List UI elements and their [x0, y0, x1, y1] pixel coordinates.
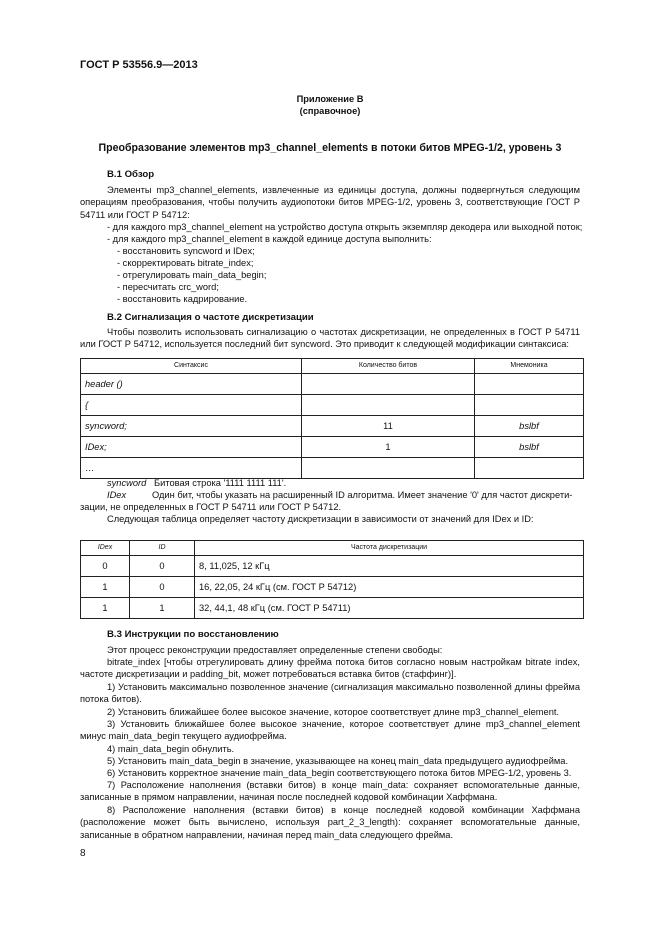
syntax-table [80, 358, 584, 479]
table-cell: 1 [302, 437, 475, 458]
def-syncword [107, 477, 286, 489]
def-syncword-term: syncword [107, 478, 147, 488]
table-row [81, 374, 584, 395]
def-idex-text: Один бит, чтобы указать на расширенный ID алгоритма. Имеет значение '0' для частот дискрети- [151, 490, 573, 500]
standard-header: ГОСТ Р 53556.9—2013 [80, 59, 198, 71]
table-row [81, 416, 584, 437]
table-cell: bslbf [475, 416, 584, 437]
b1-subbullet-5: - восстановить кадрирование. [117, 294, 248, 304]
table-cell: 32, 44,1, 48 кГц (см. ГОСТ Р 54711) [195, 598, 584, 619]
b3-line-7: 5) Установить main_data_begin в значение, указывающее на конец main_data предыдущего аудиофрейма. [107, 756, 569, 766]
table-cell: 8, 11,025, 12 кГц [195, 556, 584, 577]
table-cell: … [81, 458, 302, 479]
col-header-frequency: Частота дискретизации [195, 541, 584, 556]
table-row [81, 556, 584, 577]
section-b2-intro: Чтобы позволить использовать сигнализацию о частотах дискретизации, не определенных в ГОСТ Р 54711 или ГОСТ Р 54712, используется последний бит syncword. Это приводит к следующей модификации синтаксиса: [80, 327, 580, 350]
table-cell: syncword; [81, 416, 302, 437]
table-row [81, 577, 584, 598]
table-cell: 11 [302, 416, 475, 437]
b3-line-9: 7) Расположение наполнения (вставки битов) в конце main_data: сохраняет вспомогательные данные, записанные в прямом направлении, начиная после последней кодовой комбинации Хаффмана. [80, 780, 580, 803]
col-header-mnemonic: Мнемоника [475, 359, 584, 374]
b1-subbullet-1: - восстановить syncword и IDex; [117, 246, 255, 256]
table-row [81, 437, 584, 458]
b1-bullet-1: - для каждого mp3_channel_element на устройство доступа открыть экземпляр декодера или выходной поток; [107, 222, 583, 232]
section-b1-intro: Элементы mp3_channel_elements, извлеченные из единицы доступа, должны подвергнуться следующим операциям преобразования, чтобы получить аудиопотоки битов MPEG-1/2, уровень 3, соответствующие ГОСТ Р 54711 или ГОСТ Р 54712: [80, 185, 580, 220]
col-header-syntax: Синтаксис [81, 359, 302, 374]
table-cell: 1 [81, 577, 130, 598]
b3-line-1: Этот процесс реконструкции предоставляет определенные степени свободы: [107, 645, 443, 655]
def-idex-cont: зации, не определенных в ГОСТ Р 54711 или ГОСТ Р 54712. [80, 502, 342, 512]
table-header-row [81, 541, 584, 556]
table-cell [302, 374, 475, 395]
table-cell [475, 395, 584, 416]
main-title: Преобразование элементов mp3_channel_elements в потоки битов MPEG-1/2, уровень 3 [98, 142, 562, 154]
b3-line-5: 3) Установить ближайшее более высокое значение, которое соответствует длине mp3_channel_element минус main_data_begin текущего аудиофрейма. [80, 719, 580, 742]
table-cell: header () [81, 374, 302, 395]
table-cell: 0 [130, 556, 195, 577]
table-cell [302, 458, 475, 479]
section-b2-heading: В.2 Сигнализация о частоте дискретизации [107, 312, 314, 323]
table-cell [475, 458, 584, 479]
def-idex-term: IDex [107, 490, 127, 500]
b3-line-3: 1) Установить максимально позволенное значение (сигнализация максимально позволенной длины фрейма потока битов). [80, 682, 580, 705]
b1-subbullet-3: - отрегулировать main_data_begin; [117, 270, 267, 280]
appendix-note: (справочное) [299, 106, 361, 116]
table-cell: 0 [130, 577, 195, 598]
table-row [81, 458, 584, 479]
b1-subbullet-4: - пересчитать crc_word; [117, 282, 219, 292]
b3-line-4: 2) Установить ближайшее более высокое значение, которое соответствует длине mp3_channel_element. [107, 707, 560, 717]
b3-line-10: 8) Расположение наполнения (вставки битов) в конце последней кодовой комбинации Хаффмана (расположение может быть вычислено, используя part_2_3_length): сохраняет вспомогательные данные, записанные в обратном направлении, начиная перед main_data следующего фрейма. [80, 805, 580, 840]
b3-line-2: bitrate_index [чтобы отрегулировать длину фрейма потока битов согласно новым настройкам bitrate index, частоте дискретизации и padding_bit, может потребоваться вставка битов (стаффинг)]. [80, 657, 580, 680]
b1-bullet-2: - для каждого mp3_channel_element в каждой единице доступа выполнить: [107, 234, 432, 244]
table-cell [302, 395, 475, 416]
section-b3-heading: В.3 Инструкции по восстановлению [107, 629, 279, 640]
table-row [81, 395, 584, 416]
col-header-id: ID [130, 541, 195, 556]
table-header-row [81, 359, 584, 374]
col-header-bits: Количество битов [302, 359, 475, 374]
def-syncword-text: Битовая строка '1111 1111 111'. [154, 478, 287, 488]
table-cell: { [81, 395, 302, 416]
def-idex [107, 489, 572, 501]
sampling-table [80, 540, 584, 619]
following-text: Следующая таблица определяет частоту дискретизации в зависимости от значений для IDex и ID: [107, 514, 534, 524]
table-cell: 1 [130, 598, 195, 619]
table-cell: 0 [81, 556, 130, 577]
table-cell: 1 [81, 598, 130, 619]
b3-line-8: 6) Установить корректное значение main_data_begin соответствующего потока битов MPEG-1/2, уровень 3. [107, 768, 572, 778]
table-row [81, 598, 584, 619]
b3-line-6: 4) main_data_begin обнулить. [107, 744, 235, 754]
page-number: 8 [80, 848, 86, 859]
section-b1-heading: В.1 Обзор [107, 169, 155, 180]
table-cell: IDex; [81, 437, 302, 458]
table-cell [475, 374, 584, 395]
appendix-title: Приложение В [296, 94, 364, 104]
col-header-idex: IDex [81, 541, 130, 556]
table-cell: 16, 22,05, 24 кГц (см. ГОСТ Р 54712) [195, 577, 584, 598]
b1-subbullet-2: - скорректировать bitrate_index; [117, 258, 254, 268]
table-cell: bslbf [475, 437, 584, 458]
